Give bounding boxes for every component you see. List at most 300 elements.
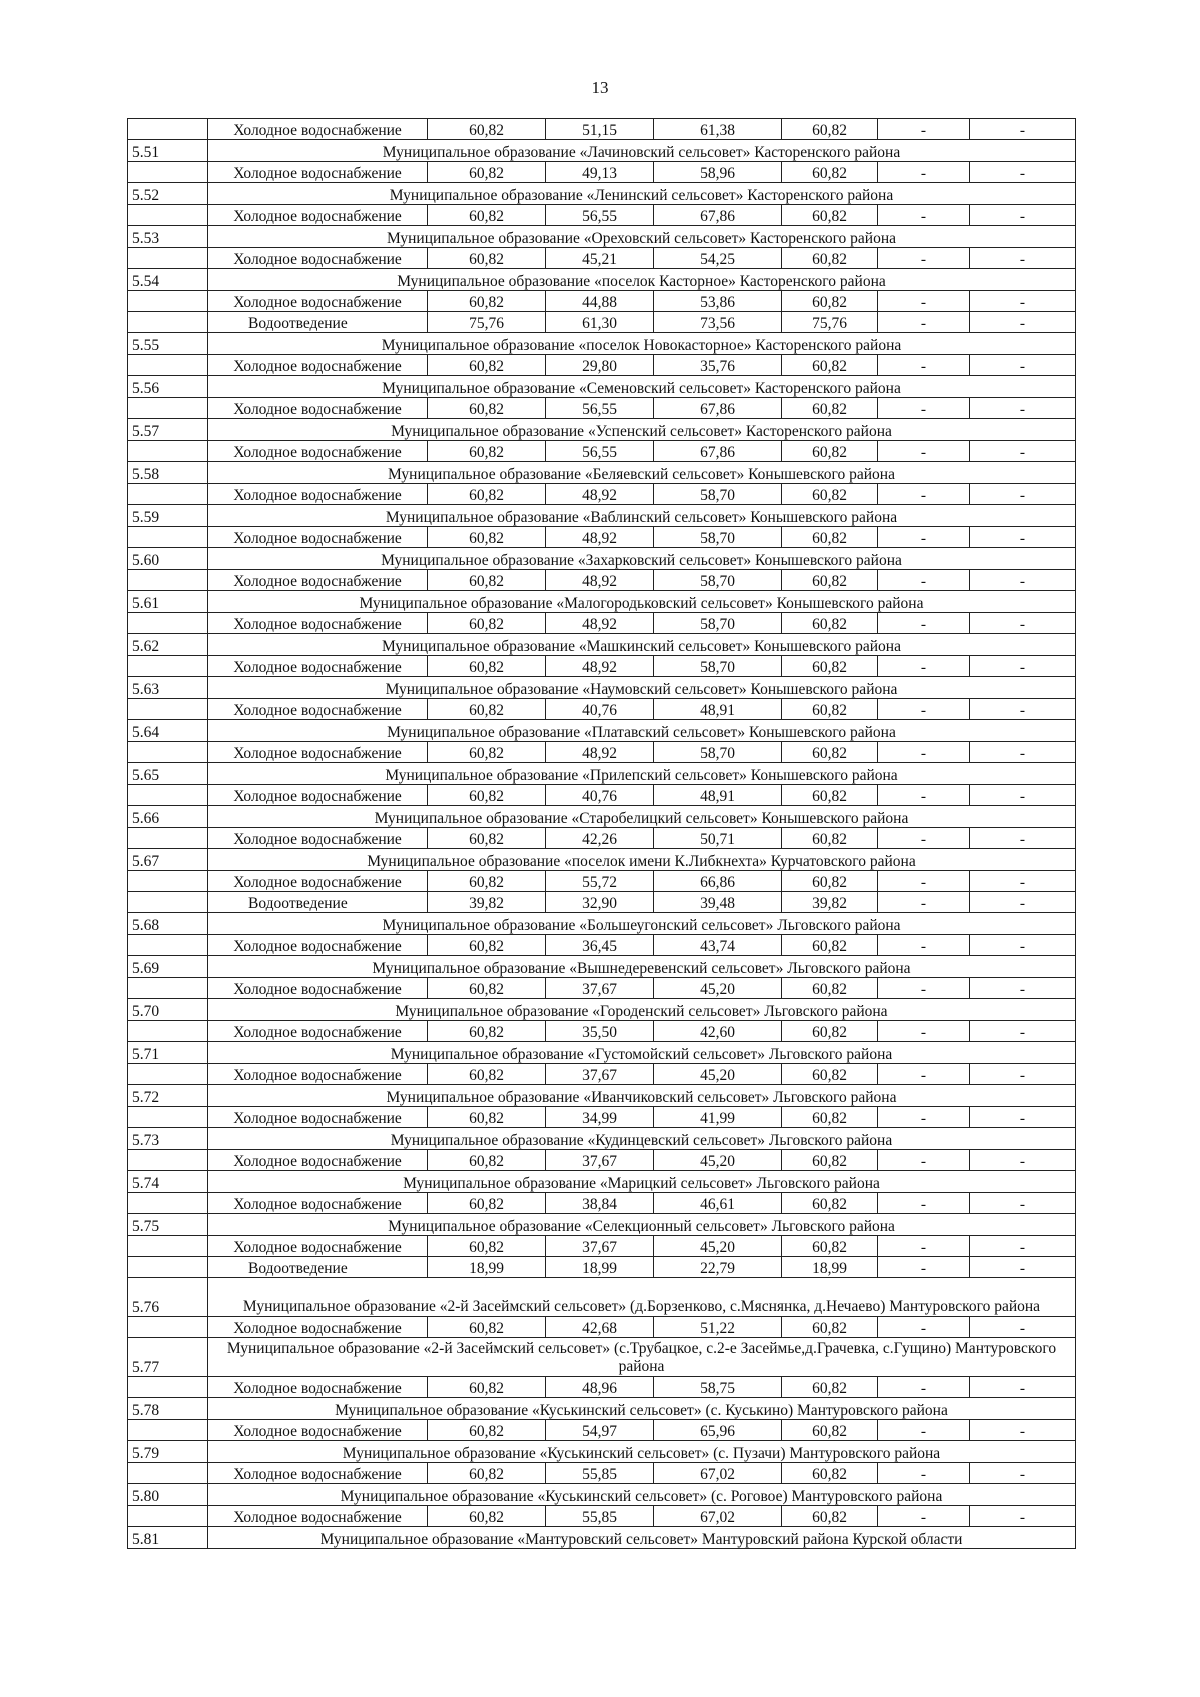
empty-value-dash: -: [970, 699, 1076, 720]
row-number: 5.81: [128, 1527, 208, 1549]
service-row: [128, 1064, 1076, 1085]
service-row: [128, 162, 1076, 183]
entity-row: [128, 1171, 1076, 1193]
row-number: 5.60: [128, 548, 208, 570]
empty-number-cell: [128, 785, 208, 806]
empty-value-dash: -: [878, 248, 970, 269]
service-name: Холодное водоснабжение: [208, 484, 428, 505]
service-row: [128, 527, 1076, 548]
empty-value-dash: -: [878, 205, 970, 226]
tariff-value-3: 48,91: [654, 785, 782, 806]
empty-value-dash: -: [878, 441, 970, 462]
tariff-value-1: 60,82: [428, 355, 546, 376]
tariff-value-1: 60,82: [428, 1377, 546, 1398]
tariff-value-3: 73,56: [654, 312, 782, 333]
tariff-value-1: 60,82: [428, 162, 546, 183]
empty-number-cell: [128, 1107, 208, 1128]
service-name: Холодное водоснабжение: [208, 527, 428, 548]
tariff-value-2: 48,92: [546, 613, 654, 634]
municipality-title: Муниципальное образование «Селекционный сельсовет» Льговского района: [208, 1214, 1076, 1236]
entity-row: [128, 1484, 1076, 1506]
service-name: Холодное водоснабжение: [208, 291, 428, 312]
tariff-value-3: 58,96: [654, 162, 782, 183]
tariff-value-2: 48,92: [546, 527, 654, 548]
service-name: Холодное водоснабжение: [208, 828, 428, 849]
empty-value-dash: -: [970, 656, 1076, 677]
empty-value-dash: -: [970, 1257, 1076, 1278]
empty-value-dash: -: [970, 1463, 1076, 1484]
tariff-value-1: 60,82: [428, 1420, 546, 1441]
tariff-value-2: 54,97: [546, 1420, 654, 1441]
municipality-title: Муниципальное образование «поселок Касторное» Касторенского района: [208, 269, 1076, 291]
tariff-value-1: 60,82: [428, 1107, 546, 1128]
service-name: Холодное водоснабжение: [208, 1377, 428, 1398]
entity-row: [128, 634, 1076, 656]
service-name: Холодное водоснабжение: [208, 570, 428, 591]
row-number: 5.55: [128, 333, 208, 355]
tariff-value-4: 60,82: [782, 205, 878, 226]
service-row: [128, 978, 1076, 999]
empty-value-dash: -: [878, 892, 970, 913]
tariff-value-1: 60,82: [428, 1236, 546, 1257]
row-number: 5.78: [128, 1398, 208, 1420]
empty-value-dash: -: [878, 1193, 970, 1214]
tariff-value-2: 18,99: [546, 1257, 654, 1278]
empty-value-dash: -: [970, 398, 1076, 419]
municipality-title: Муниципальное образование «Вышнедеревенский сельсовет» Льговского района: [208, 956, 1076, 978]
tariff-value-1: 60,82: [428, 1021, 546, 1042]
empty-value-dash: -: [970, 484, 1076, 505]
tariff-value-2: 37,67: [546, 1064, 654, 1085]
service-row: [128, 1236, 1076, 1257]
row-number: 5.59: [128, 505, 208, 527]
tariff-value-1: 60,82: [428, 871, 546, 892]
empty-number-cell: [128, 978, 208, 999]
empty-number-cell: [128, 205, 208, 226]
tariff-value-4: 60,82: [782, 1463, 878, 1484]
tariff-value-2: 44,88: [546, 291, 654, 312]
tariff-value-4: 60,82: [782, 1193, 878, 1214]
tariff-value-1: 39,82: [428, 892, 546, 913]
empty-number-cell: [128, 871, 208, 892]
empty-value-dash: -: [878, 1420, 970, 1441]
service-name: Холодное водоснабжение: [208, 205, 428, 226]
tariff-value-3: 54,25: [654, 248, 782, 269]
row-number: 5.66: [128, 806, 208, 828]
municipality-title: Муниципальное образование «Беляевский сельсовет» Конышевского района: [208, 462, 1076, 484]
row-number: 5.72: [128, 1085, 208, 1107]
service-name: Холодное водоснабжение: [208, 398, 428, 419]
entity-row: [128, 419, 1076, 441]
tariff-value-1: 60,82: [428, 570, 546, 591]
entity-row: [128, 226, 1076, 248]
empty-number-cell: [128, 935, 208, 956]
row-number: 5.61: [128, 591, 208, 613]
row-number: 5.69: [128, 956, 208, 978]
entity-row: [128, 849, 1076, 871]
tariff-value-2: 48,92: [546, 570, 654, 591]
empty-value-dash: -: [878, 742, 970, 763]
tariff-value-4: 60,82: [782, 935, 878, 956]
service-name: Холодное водоснабжение: [208, 1463, 428, 1484]
tariff-value-4: 60,82: [782, 1420, 878, 1441]
tariff-value-2: 49,13: [546, 162, 654, 183]
service-name: Холодное водоснабжение: [208, 613, 428, 634]
empty-number-cell: [128, 1317, 208, 1338]
tariff-value-2: 35,50: [546, 1021, 654, 1042]
entity-row: [128, 1527, 1076, 1549]
service-name: Водоотведение: [208, 312, 428, 333]
empty-value-dash: -: [970, 935, 1076, 956]
row-number: 5.73: [128, 1128, 208, 1150]
empty-value-dash: -: [878, 1257, 970, 1278]
municipality-title: Муниципальное образование «2-й Засеймский сельсовет» (д.Борзенково, с.Мяснянка, д.Нечаево) Мантуровского района: [208, 1278, 1076, 1317]
service-name: Холодное водоснабжение: [208, 1506, 428, 1527]
municipality-title: Муниципальное образование «поселок Новокасторное» Касторенского района: [208, 333, 1076, 355]
tariff-value-4: 60,82: [782, 398, 878, 419]
tariff-value-1: 60,82: [428, 248, 546, 269]
service-row: [128, 355, 1076, 376]
service-row: [128, 699, 1076, 720]
tariff-value-2: 32,90: [546, 892, 654, 913]
service-name: Холодное водоснабжение: [208, 1064, 428, 1085]
service-row: [128, 1317, 1076, 1338]
tariff-value-3: 67,02: [654, 1506, 782, 1527]
entity-row: [128, 462, 1076, 484]
row-number: 5.52: [128, 183, 208, 205]
empty-value-dash: -: [970, 1420, 1076, 1441]
row-number: 5.58: [128, 462, 208, 484]
tariff-value-2: 48,92: [546, 742, 654, 763]
municipality-title: Муниципальное образование «Прилепский сельсовет» Конышевского района: [208, 763, 1076, 785]
service-name: Холодное водоснабжение: [208, 742, 428, 763]
empty-value-dash: -: [970, 613, 1076, 634]
tariff-value-1: 18,99: [428, 1257, 546, 1278]
service-row: [128, 613, 1076, 634]
service-row: [128, 1107, 1076, 1128]
tariff-value-2: 61,30: [546, 312, 654, 333]
empty-value-dash: -: [878, 398, 970, 419]
tariff-value-2: 29,80: [546, 355, 654, 376]
tariff-value-1: 75,76: [428, 312, 546, 333]
empty-value-dash: -: [878, 1236, 970, 1257]
tariff-value-2: 42,68: [546, 1317, 654, 1338]
empty-number-cell: [128, 699, 208, 720]
tariff-value-3: 43,74: [654, 935, 782, 956]
service-name: Холодное водоснабжение: [208, 1420, 428, 1441]
tariff-value-1: 60,82: [428, 699, 546, 720]
tariff-value-2: 51,15: [546, 119, 654, 140]
municipality-title: Муниципальное образование «Платавский сельсовет» Конышевского района: [208, 720, 1076, 742]
tariff-value-4: 60,82: [782, 656, 878, 677]
empty-value-dash: -: [970, 527, 1076, 548]
entity-row: [128, 1128, 1076, 1150]
entity-row: [128, 763, 1076, 785]
service-name: Холодное водоснабжение: [208, 248, 428, 269]
tariff-value-2: 55,85: [546, 1506, 654, 1527]
municipality-title: Муниципальное образование «Мантуровский сельсовет» Мантуровский района Курской области: [208, 1527, 1076, 1549]
tariff-value-2: 40,76: [546, 785, 654, 806]
service-name: Водоотведение: [208, 892, 428, 913]
tariff-value-4: 60,82: [782, 871, 878, 892]
municipality-title: Муниципальное образование «Старобелицкий сельсовет» Конышевского района: [208, 806, 1076, 828]
service-row: [128, 871, 1076, 892]
service-row: [128, 935, 1076, 956]
municipality-title: Муниципальное образование «Марицкий сельсовет» Льговского района: [208, 1171, 1076, 1193]
service-name: Холодное водоснабжение: [208, 1317, 428, 1338]
tariff-value-1: 60,82: [428, 1506, 546, 1527]
service-row: [128, 892, 1076, 913]
empty-value-dash: -: [970, 441, 1076, 462]
tariff-value-3: 58,70: [654, 613, 782, 634]
tariff-value-2: 37,67: [546, 978, 654, 999]
entity-row: [128, 1338, 1076, 1377]
tariff-value-4: 60,82: [782, 828, 878, 849]
municipality-title: Муниципальное образование «Наумовский сельсовет» Конышевского района: [208, 677, 1076, 699]
service-row: [128, 1150, 1076, 1171]
service-name: Холодное водоснабжение: [208, 119, 428, 140]
empty-number-cell: [128, 1420, 208, 1441]
row-number: 5.64: [128, 720, 208, 742]
tariff-value-3: 67,86: [654, 441, 782, 462]
service-name: Холодное водоснабжение: [208, 978, 428, 999]
municipality-title: Муниципальное образование «Кудинцевский сельсовет» Льговского района: [208, 1128, 1076, 1150]
service-name: Холодное водоснабжение: [208, 1236, 428, 1257]
tariff-value-1: 60,82: [428, 828, 546, 849]
service-name: Холодное водоснабжение: [208, 355, 428, 376]
tariff-value-4: 60,82: [782, 162, 878, 183]
municipality-title: Муниципальное образование «Куськинский сельсовет» (с. Пузачи) Мантуровского района: [208, 1441, 1076, 1463]
municipality-title: Муниципальное образование «Куськинский сельсовет» (с. Роговое) Мантуровского района: [208, 1484, 1076, 1506]
empty-number-cell: [128, 162, 208, 183]
empty-value-dash: -: [970, 355, 1076, 376]
municipality-title: Муниципальное образование «Машкинский сельсовет» Конышевского района: [208, 634, 1076, 656]
row-number: 5.65: [128, 763, 208, 785]
row-number: 5.76: [128, 1278, 208, 1317]
tariff-value-2: 56,55: [546, 205, 654, 226]
empty-value-dash: -: [970, 1107, 1076, 1128]
entity-row: [128, 1085, 1076, 1107]
tariff-value-2: 48,92: [546, 656, 654, 677]
empty-number-cell: [128, 1463, 208, 1484]
tariff-value-1: 60,82: [428, 613, 546, 634]
service-name: Холодное водоснабжение: [208, 441, 428, 462]
empty-number-cell: [128, 1021, 208, 1042]
service-name: Холодное водоснабжение: [208, 1193, 428, 1214]
service-row: [128, 1257, 1076, 1278]
row-number: 5.67: [128, 849, 208, 871]
tariff-value-2: 56,55: [546, 441, 654, 462]
tariff-value-3: 50,71: [654, 828, 782, 849]
empty-value-dash: -: [878, 570, 970, 591]
tariff-value-3: 58,70: [654, 527, 782, 548]
service-row: [128, 312, 1076, 333]
tariff-value-2: 34,99: [546, 1107, 654, 1128]
municipality-title: Муниципальное образование «Городенский сельсовет» Льговского района: [208, 999, 1076, 1021]
empty-value-dash: -: [878, 613, 970, 634]
tariff-value-4: 60,82: [782, 248, 878, 269]
tariff-value-4: 60,82: [782, 484, 878, 505]
empty-value-dash: -: [970, 1193, 1076, 1214]
tariff-value-3: 58,70: [654, 484, 782, 505]
tariff-value-1: 60,82: [428, 1317, 546, 1338]
empty-value-dash: -: [970, 248, 1076, 269]
tariff-value-4: 60,82: [782, 570, 878, 591]
tariff-value-1: 60,82: [428, 1193, 546, 1214]
municipality-title: Муниципальное образование «Иванчиковский сельсовет» Льговского района: [208, 1085, 1076, 1107]
entity-row: [128, 1441, 1076, 1463]
tariff-value-4: 60,82: [782, 355, 878, 376]
tariff-value-4: 60,82: [782, 1236, 878, 1257]
tariff-value-2: 55,85: [546, 1463, 654, 1484]
empty-value-dash: -: [970, 570, 1076, 591]
municipality-title: Муниципальное образование «Ленинский сельсовет» Касторенского района: [208, 183, 1076, 205]
empty-value-dash: -: [970, 828, 1076, 849]
tariff-value-3: 45,20: [654, 978, 782, 999]
empty-value-dash: -: [878, 1317, 970, 1338]
empty-value-dash: -: [878, 119, 970, 140]
row-number: 5.51: [128, 140, 208, 162]
service-row: [128, 742, 1076, 763]
tariff-value-3: 45,20: [654, 1150, 782, 1171]
service-name: Холодное водоснабжение: [208, 1150, 428, 1171]
empty-value-dash: -: [878, 978, 970, 999]
tariff-value-3: 22,79: [654, 1257, 782, 1278]
tariff-value-2: 55,72: [546, 871, 654, 892]
empty-number-cell: [128, 742, 208, 763]
tariff-value-3: 58,70: [654, 742, 782, 763]
empty-value-dash: -: [970, 742, 1076, 763]
tariff-value-4: 60,82: [782, 1064, 878, 1085]
tariff-value-3: 53,86: [654, 291, 782, 312]
empty-number-cell: [128, 1064, 208, 1085]
empty-number-cell: [128, 441, 208, 462]
service-row: [128, 248, 1076, 269]
tariff-value-1: 60,82: [428, 1150, 546, 1171]
tariff-value-4: 60,82: [782, 119, 878, 140]
tariff-value-2: 45,21: [546, 248, 654, 269]
empty-number-cell: [128, 355, 208, 376]
service-name: Холодное водоснабжение: [208, 785, 428, 806]
empty-value-dash: -: [878, 312, 970, 333]
service-row: [128, 441, 1076, 462]
tariff-value-2: 37,67: [546, 1150, 654, 1171]
row-number: 5.57: [128, 419, 208, 441]
empty-value-dash: -: [970, 1377, 1076, 1398]
tariff-value-4: 60,82: [782, 742, 878, 763]
empty-number-cell: [128, 656, 208, 677]
empty-number-cell: [128, 291, 208, 312]
empty-value-dash: -: [970, 1021, 1076, 1042]
empty-number-cell: [128, 613, 208, 634]
empty-value-dash: -: [878, 1377, 970, 1398]
tariff-value-4: 60,82: [782, 978, 878, 999]
empty-value-dash: -: [970, 1317, 1076, 1338]
tariff-value-3: 65,96: [654, 1420, 782, 1441]
service-row: [128, 785, 1076, 806]
tariff-value-4: 60,82: [782, 1107, 878, 1128]
empty-number-cell: [128, 1236, 208, 1257]
service-name: Холодное водоснабжение: [208, 871, 428, 892]
municipality-title: Муниципальное образование «Ваблинский сельсовет» Конышевского района: [208, 505, 1076, 527]
entity-row: [128, 269, 1076, 291]
empty-value-dash: -: [878, 484, 970, 505]
tariff-value-1: 60,82: [428, 742, 546, 763]
tariff-value-3: 41,99: [654, 1107, 782, 1128]
empty-value-dash: -: [878, 1150, 970, 1171]
empty-value-dash: -: [970, 1064, 1076, 1085]
tariff-value-3: 67,86: [654, 398, 782, 419]
row-number: 5.74: [128, 1171, 208, 1193]
tariff-value-2: 48,92: [546, 484, 654, 505]
service-name: Холодное водоснабжение: [208, 1107, 428, 1128]
empty-value-dash: -: [878, 656, 970, 677]
empty-value-dash: -: [878, 527, 970, 548]
row-number: 5.77: [128, 1338, 208, 1377]
empty-value-dash: -: [878, 935, 970, 956]
service-row: [128, 1463, 1076, 1484]
row-number: 5.56: [128, 376, 208, 398]
empty-number-cell: [128, 1150, 208, 1171]
tariff-value-4: 60,82: [782, 1021, 878, 1042]
entity-row: [128, 1278, 1076, 1317]
tariff-value-4: 60,82: [782, 1506, 878, 1527]
entity-row: [128, 376, 1076, 398]
tariff-value-1: 60,82: [428, 398, 546, 419]
row-number: 5.71: [128, 1042, 208, 1064]
empty-value-dash: -: [970, 162, 1076, 183]
tariff-value-2: 37,67: [546, 1236, 654, 1257]
municipality-title: Муниципальное образование «Большеугонский сельсовет» Льговского района: [208, 913, 1076, 935]
row-number: 5.53: [128, 226, 208, 248]
service-row: [128, 1193, 1076, 1214]
empty-number-cell: [128, 527, 208, 548]
row-number: 5.75: [128, 1214, 208, 1236]
tariff-value-3: 45,20: [654, 1236, 782, 1257]
empty-value-dash: -: [970, 205, 1076, 226]
empty-number-cell: [128, 1506, 208, 1527]
tariff-table: [127, 118, 1076, 1549]
tariff-value-2: 38,84: [546, 1193, 654, 1214]
tariff-value-1: 60,82: [428, 291, 546, 312]
empty-number-cell: [128, 892, 208, 913]
service-row: [128, 1021, 1076, 1042]
tariff-value-4: 60,82: [782, 785, 878, 806]
empty-value-dash: -: [878, 1506, 970, 1527]
entity-row: [128, 548, 1076, 570]
empty-number-cell: [128, 828, 208, 849]
empty-number-cell: [128, 1257, 208, 1278]
tariff-value-3: 46,61: [654, 1193, 782, 1214]
empty-value-dash: -: [970, 892, 1076, 913]
service-name: Холодное водоснабжение: [208, 1021, 428, 1042]
empty-value-dash: -: [878, 162, 970, 183]
service-name: Холодное водоснабжение: [208, 935, 428, 956]
entity-row: [128, 591, 1076, 613]
entity-row: [128, 1398, 1076, 1420]
municipality-title: Муниципальное образование «Ореховский сельсовет» Касторенского района: [208, 226, 1076, 248]
row-number: 5.80: [128, 1484, 208, 1506]
tariff-value-1: 60,82: [428, 527, 546, 548]
entity-row: [128, 956, 1076, 978]
empty-value-dash: -: [970, 1506, 1076, 1527]
entity-row: [128, 140, 1076, 162]
municipality-title: Муниципальное образование «Захарковский сельсовет» Конышевского района: [208, 548, 1076, 570]
empty-value-dash: -: [878, 1463, 970, 1484]
service-name: Холодное водоснабжение: [208, 656, 428, 677]
row-number: 5.68: [128, 913, 208, 935]
row-number: 5.62: [128, 634, 208, 656]
